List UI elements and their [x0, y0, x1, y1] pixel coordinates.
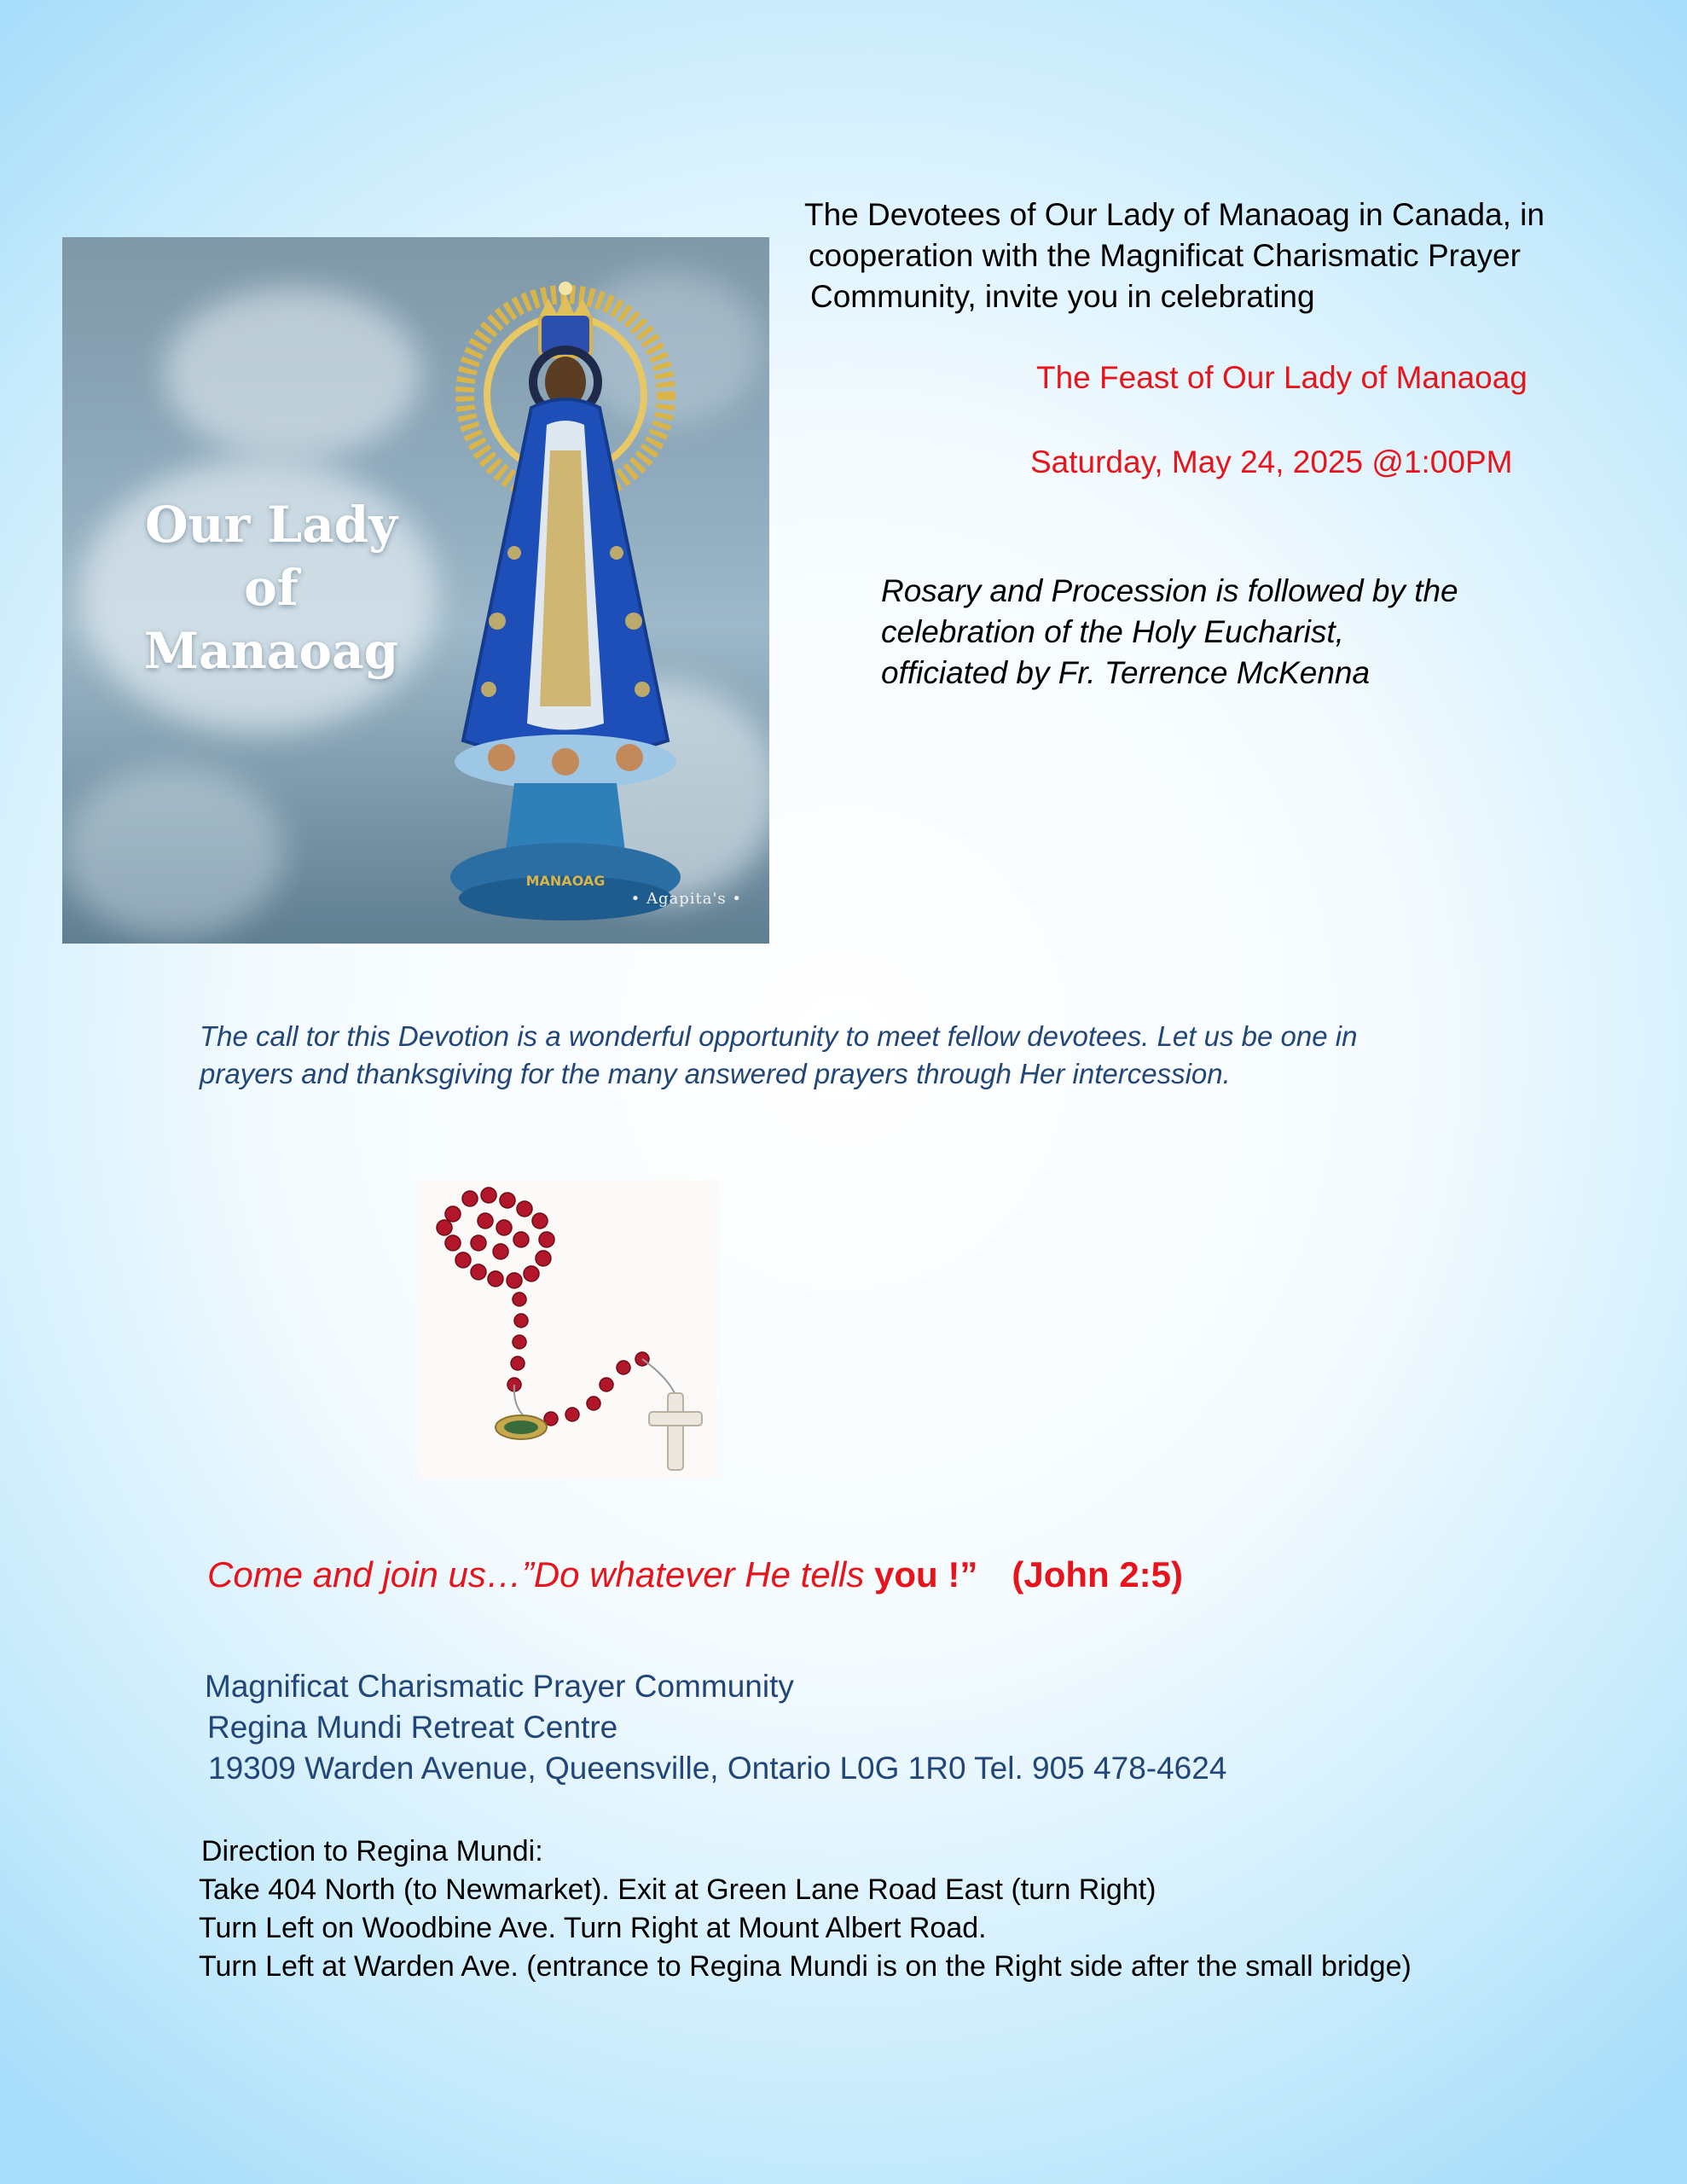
venue-address: 19309 Warden Avenue, Queensville, Ontario L0G 1R0 Tel. 905 478-4624: [208, 1751, 1227, 1786]
event-datetime: Saturday, May 24, 2025 @1:00PM: [1030, 444, 1513, 479]
directions-heading: Direction to Regina Mundi:: [201, 1835, 543, 1867]
verse-reference: (John 2:5): [1012, 1554, 1184, 1594]
brand-logo: • Agapita's •: [630, 890, 742, 908]
invitation-line: Community, invite you in celebrating: [810, 279, 1315, 314]
invitation-line: The Devotees of Our Lady of Manaoag in Canada, in: [804, 197, 1545, 232]
call-text: The call tor this Devotion is a wonderful opportunity to meet fellow devotees. Let us be one in prayers and thanksgiving for the many answered prayers through Her intercession.: [200, 1020, 1358, 1089]
directions-step: Turn Left on Woodbine Ave. Turn Right at Mount Albert Road.: [199, 1912, 987, 1944]
program-text: Rosary and Procession is followed by the celebration of the Holy Eucharist, officiated by Fr. Terrence McKenna: [881, 573, 1458, 690]
base-label: MANAOAG: [525, 873, 606, 889]
invitation-text: [804, 195, 1545, 317]
invitation-line: cooperation with the Magnificat Charismatic Prayer: [809, 238, 1521, 273]
organization-name: Magnificat Charismatic Prayer Community: [205, 1669, 794, 1704]
our-lady-image: [62, 237, 769, 944]
rosary-icon: [419, 1180, 719, 1478]
statue-illustration: [420, 263, 710, 928]
directions-step: Take 404 North (to Newmarket). Exit at Green Lane Road East (turn Right): [199, 1873, 1157, 1906]
verse-italic: Come and join us…”Do whatever He tells: [207, 1554, 875, 1594]
directions-step: Turn Left at Warden Ave. (entrance to Regina Mundi is on the Right side after the small bridge): [199, 1950, 1412, 1983]
image-title: Our Lady of Manaoag: [143, 496, 399, 680]
crucifix-icon: [649, 1393, 702, 1470]
directions-block: [199, 1833, 1412, 1986]
event-title: The Feast of Our Lady of Manaoag: [1036, 360, 1528, 395]
address-block: [205, 1666, 1226, 1789]
verse-bold: you !”: [874, 1554, 978, 1594]
rosary-image: [419, 1180, 719, 1478]
venue-name: Regina Mundi Retreat Centre: [207, 1710, 618, 1745]
verse-line: [207, 1553, 1183, 1597]
